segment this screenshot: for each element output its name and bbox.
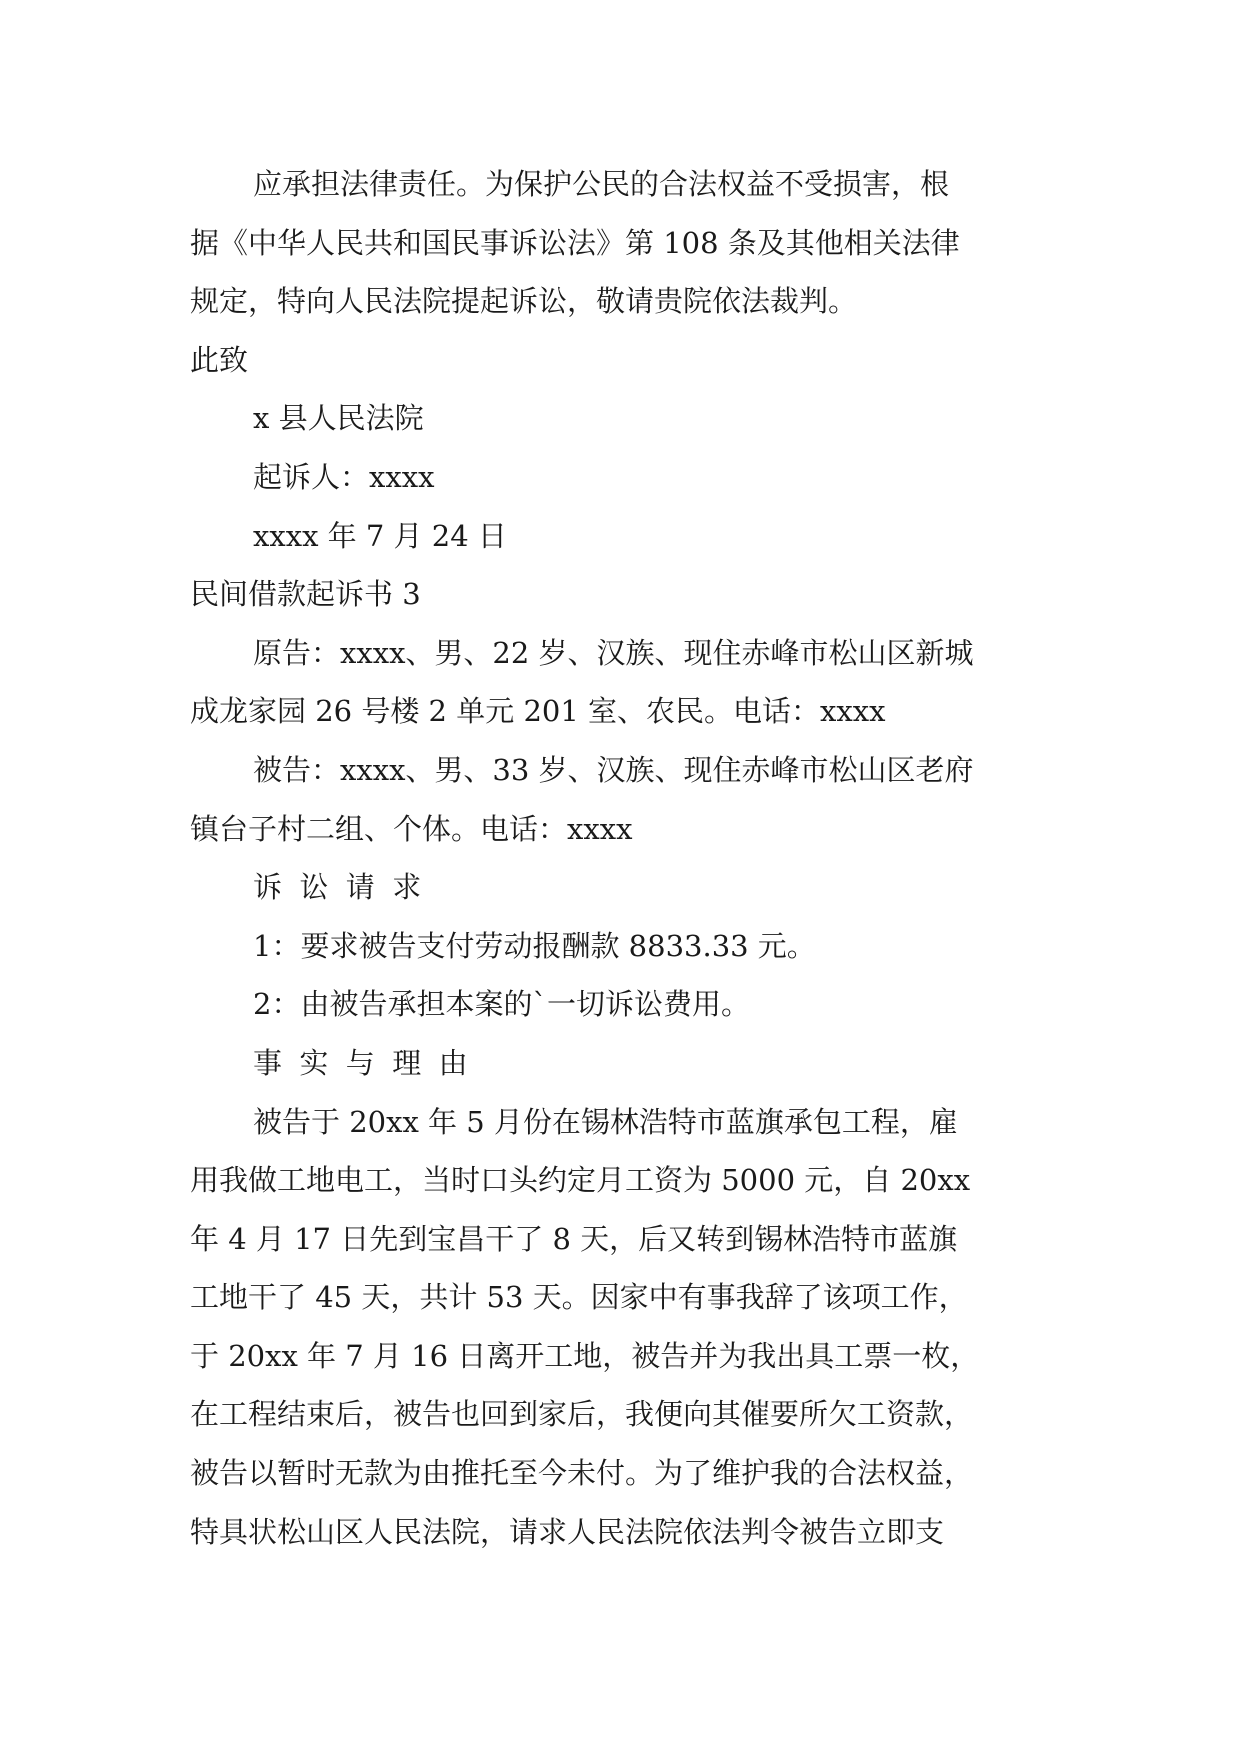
signatory: 起诉人：xxxx — [253, 459, 435, 494]
paragraph-line: 特具状松山区人民法院，请求人民法院依法判令被告立即支 — [190, 1514, 945, 1549]
paragraph-line: 应承担法律责任。为保护公民的合法权益不受损害，根 — [253, 167, 950, 201]
defendant-info-cont: 镇台子村二组、个体。电话：xxxx — [190, 811, 633, 846]
paragraph-line: 于 20xx 年 7 月 16 日离开工地，被告并为我出具工票一枚， — [190, 1338, 980, 1373]
paragraph-line: 工地干了 45 天，共计 53 天。因家中有事我辞了该项工作， — [190, 1280, 968, 1315]
paragraph-line: 在工程结束后，被告也回到家后，我便向其催要所欠工资款， — [190, 1397, 974, 1432]
paragraph-line: 用我做工地电工，当时口头约定月工资为 5000 元，自 20xx — [190, 1163, 971, 1198]
defendant-info: 被告：xxxx、男、33 岁、汉族、现住赤峰市松山区老府 — [253, 752, 974, 787]
plaintiff-info: 原告：xxxx、男、22 岁、汉族、现住赤峰市松山区新城 — [253, 635, 974, 670]
salutation: 此致 — [190, 342, 249, 377]
section-title: 民间借款起诉书 3 — [190, 577, 421, 612]
claim-item: 2：由被告承担本案的`一切诉讼费用。 — [253, 987, 750, 1022]
document-page — [190, 155, 1050, 1561]
date-line: xxxx 年 7 月 24 日 — [253, 518, 507, 553]
claim-item: 1：要求被告支付劳动报酬款 8833.33 元。 — [253, 928, 816, 963]
paragraph-line: 被告于 20xx 年 5 月份在锡林浩特市蓝旗承包工程，雇 — [253, 1104, 958, 1139]
plaintiff-info-cont: 成龙家园 26 号楼 2 单元 201 室、农民。电话：xxxx — [190, 694, 886, 729]
addressee: x 县人民法院 — [253, 401, 424, 436]
paragraph-line: 年 4 月 17 日先到宝昌干了 8 天，后又转到锡林浩特市蓝旗 — [190, 1221, 958, 1256]
paragraph-line: 规定，特向人民法院提起诉讼，敬请贵院依法裁判。 — [190, 284, 858, 319]
facts-heading: 事实与理由 — [253, 1045, 486, 1080]
paragraph-line: 据《中华人民共和国民事诉讼法》第 108 条及其他相关法律 — [190, 225, 960, 260]
paragraph-line: 被告以暂时无款为由推托至今未付。为了维护我的合法权益， — [190, 1456, 974, 1491]
claims-heading: 诉讼请求 — [253, 870, 439, 905]
